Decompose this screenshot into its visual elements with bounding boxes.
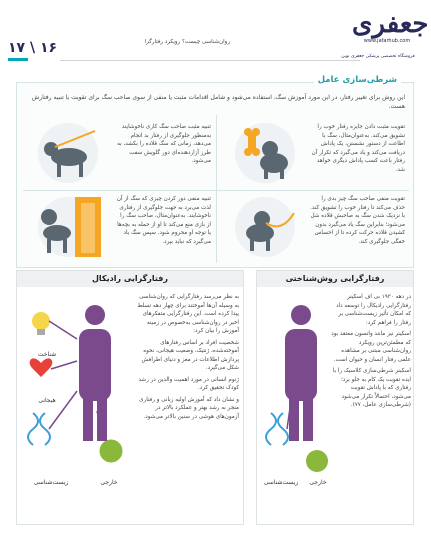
methodological-bullet-list <box>331 293 411 413</box>
bullet-item: اسکینر شرطی‌سازی کلاسیک را با ایده تقویت یک کام به جلو برد؛ رفتاری که با پاداش تقویت می‌شود، احتمالاً تکرار می‌شود (شرطی‌سازی عامل، ۷۷). <box>332 368 411 408</box>
label-biology: زیست‌شناسی <box>263 479 299 486</box>
publisher-logo <box>352 9 429 54</box>
bullet-item: اسکینر نیز مانند واتسون معتقد بود که مطمئن‌ترین رویکرد روان‌شناسی مبتنی بر مشاهده علمی رفتار انسان و حیوان است. <box>331 331 411 363</box>
panel-title-methodological: رفتارگرایی روش‌شناختی <box>257 271 413 287</box>
label-emotion: هیجانی <box>38 397 56 404</box>
header-divider <box>60 60 360 61</box>
negative-reinforcement-text: تقویت منفی صاحب سگ چیز بدی را حذف می‌کند تا رفتار خوب را تشویق کند. با نزدیک شدن سگ به صاحبش قلاده شل می‌شود؛ بنابراین سگ یاد می‌گیرد بدون کشیدن قلاده حرکت کرده تا از احساس خفگی جلوگیری کند. <box>310 196 405 245</box>
positive-punishment-text: تنبیه مثبت صاحب سگ کاری ناخوشایند به‌منظور جلوگیری از رفتار بد انجام می‌دهد، زمانی که سگ قلاده را بکشد، به طرز آزاردهنده‌ای دور گلویش سفت می‌شود. <box>117 124 211 164</box>
logo-tagline: فروشگاه تخصصی پزشکی جعفری نوین <box>341 54 415 59</box>
methodological-influences-diagram <box>261 301 331 501</box>
page-header <box>0 0 431 66</box>
page-accent-bar <box>8 58 28 61</box>
dog-door-illustration <box>25 193 111 261</box>
dog-leash-illustration <box>25 119 111 187</box>
positive-reinforcement-text: تقویت مثبت دادن جایزه رفتار خوب را تشویق می‌کند. به‌عنوان‌مثال، سگ با اطاعت از دستور نشستن، یک پاداش دریافت می‌کند و یاد می‌گیرد که تکرار آن رفتار باعث کسب پاداش دیگری خواهد شد. <box>311 124 405 173</box>
panel-title-radical: رفتارگرایی رادیکال <box>17 271 243 287</box>
label-external: خارجی <box>309 479 327 486</box>
bullet-item: در دهه ۱۹۳۰ بی اف اسکینر رفتارگرایی رادیکال را توسعه داد که امکان تأثیر زیست‌شناسی بر رفتار را فراهم کرد: <box>336 294 411 326</box>
section-title: شرطی‌سازی عامل <box>314 75 401 85</box>
grid-divider-vertical <box>216 115 217 263</box>
radical-behaviorism-panel <box>16 270 244 525</box>
bullet-item: و نشان داد که آموزش اولیه زبانی و رفتاری منجر به رشد بهتر و عملکرد بالاتر در آزمون‌های هوشی در سنین بالاتر می‌شود. <box>139 396 239 420</box>
label-external: خارجی <box>100 479 118 486</box>
dog-loose-leash-illustration <box>222 193 308 261</box>
methodological-behaviorism-panel <box>256 270 414 525</box>
section-intro: این روش برای تغییر رفتار، در این مورد آموزش سگ، استفاده می‌شود و شامل اقدامات مثبت یا منفی از سوی صاحب سگ برای تقویت یا تنبیه رفتارش هست. <box>31 94 405 110</box>
logo-url: www.jafarhub.com <box>363 38 411 44</box>
bullet-item: شخصیت افراد بر اساس رفتارهای آموخته‌شده، ژنتیک، وضعیت هیجانی، نحوه پردازش اطلاعات در مغز و دنیای اطرافش شکل می‌گیرد. <box>141 339 239 371</box>
dog-bone-illustration <box>222 119 308 187</box>
radical-bullet-list <box>135 293 239 424</box>
bullet-item: به نظر می‌رسد رفتارگرایی که روان‌شناسی به وسیله آن‌ها آموختند برای چهار دهه تسلط پیدا کرده است. این رفتارگرایی متفکرهای اخیر در روان‌شناسی به‌خصوص در زمینه آموزش را بیان کرد: <box>137 294 239 334</box>
grid-divider-horizontal <box>23 190 409 191</box>
bullet-item: ژنوم انسانی در مورد اهمیت والدین در رشد کودک تحقیق کرد. <box>138 376 239 391</box>
page-numbers: ۱۷ \ ۱۶ <box>8 40 58 56</box>
label-biology: زیست‌شناسی <box>33 479 69 486</box>
operant-conditioning-box <box>16 75 414 268</box>
negative-punishment-text: تنبیه منفی دور کردن چیزی که سگ از آن لذت می‌برد به جهت جلوگیری از رفتاری ناخوشایند. به‌عنوان‌مثال، صاحب سگ را از بازی منع می‌کند تا او از حمله به بچه‌ها یا توجه او محروم شود. سپس سگ یاد می‌گیرد که نباید بپرد. <box>116 196 211 245</box>
chapter-subtitle: روان‌شناسی چیست؟ رویکرد رفتارگرا <box>144 39 230 45</box>
label-cognition: شناخت <box>37 351 57 358</box>
logo-mark: جعفری <box>352 9 429 39</box>
